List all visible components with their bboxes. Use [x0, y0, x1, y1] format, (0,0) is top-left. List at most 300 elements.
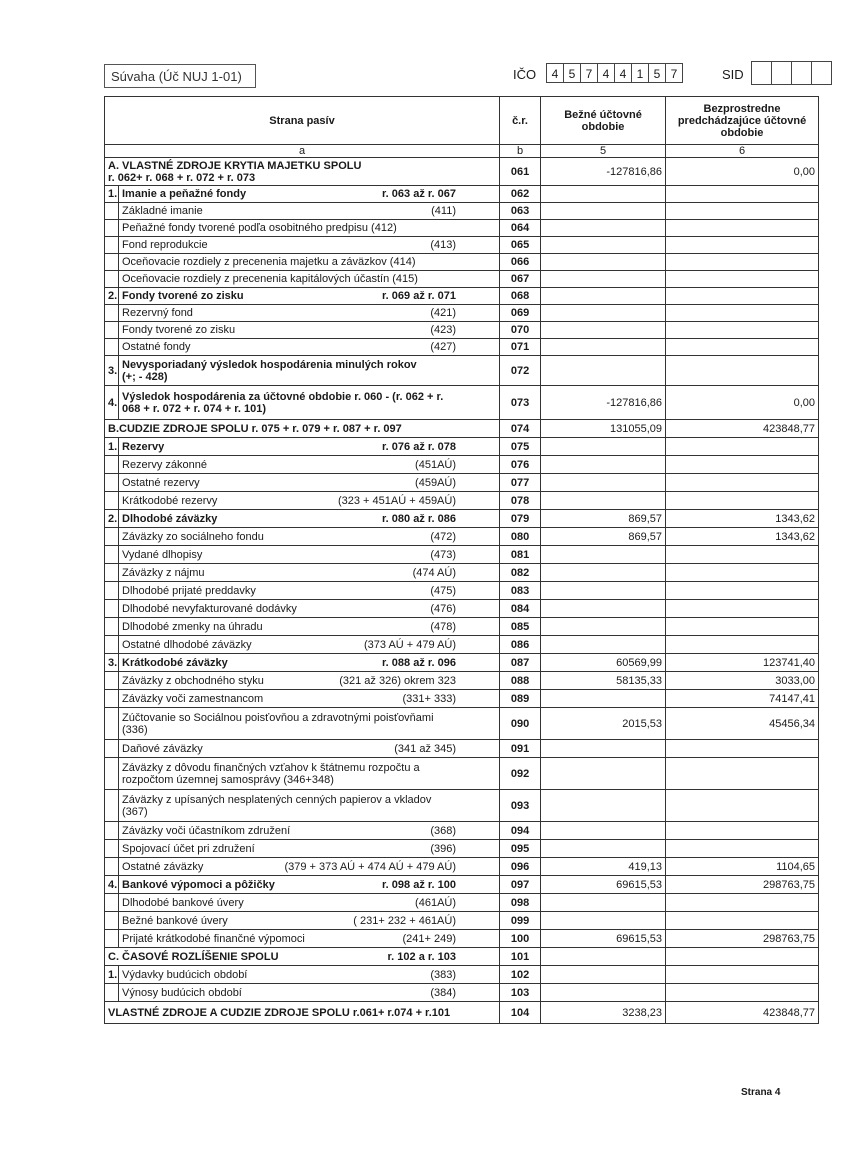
table-row	[105, 254, 819, 271]
row-index	[105, 254, 119, 271]
row-number: 085	[500, 618, 541, 636]
value-current: 58135,33	[541, 672, 666, 690]
value-previous: 45456,34	[666, 708, 819, 740]
value-previous	[666, 322, 819, 339]
row-label	[119, 654, 500, 672]
row-number: 075	[500, 438, 541, 456]
row-text: Bankové výpomoci a pôžičky	[122, 878, 275, 891]
value-current	[541, 438, 666, 456]
value-current	[541, 740, 666, 758]
row-account: (379 + 373 AÚ + 474 AÚ + 479 AÚ)	[284, 860, 457, 873]
value-current	[541, 322, 666, 339]
table-row	[105, 220, 819, 237]
table-row	[105, 546, 819, 564]
sid-box	[751, 61, 772, 85]
value-previous: 123741,40	[666, 654, 819, 672]
row-index	[105, 618, 119, 636]
row-number: 099	[500, 912, 541, 930]
row-index	[105, 564, 119, 582]
table-row	[105, 740, 819, 758]
row-label	[119, 456, 500, 474]
row-index	[105, 636, 119, 654]
row-account: (373 AÚ + 479 AÚ)	[363, 638, 457, 651]
row-number: 098	[500, 894, 541, 912]
row-account: (478)	[430, 620, 457, 633]
value-current	[541, 564, 666, 582]
row-index	[105, 822, 119, 840]
row-index	[105, 220, 119, 237]
row-number: 082	[500, 564, 541, 582]
row-number: 103	[500, 984, 541, 1002]
value-current	[541, 186, 666, 203]
row-text: Prijaté krátkodobé finančné výpomoci	[122, 932, 305, 945]
row-text: Daňové záväzky	[122, 742, 203, 755]
row-number: 091	[500, 740, 541, 758]
row-account: r. 102 a r. 103	[387, 950, 457, 963]
row-label	[119, 930, 500, 948]
table-row	[105, 984, 819, 1002]
table-row	[105, 158, 819, 186]
ico-label: IČO	[513, 67, 537, 82]
row-account: (427)	[430, 341, 457, 353]
row-text: Výdavky budúcich období	[122, 968, 248, 981]
table-row	[105, 237, 819, 254]
row-index	[105, 305, 119, 322]
row-label	[119, 894, 500, 912]
row-number: 062	[500, 186, 541, 203]
row-index	[105, 790, 119, 822]
row-index	[105, 492, 119, 510]
value-previous	[666, 356, 819, 386]
value-previous	[666, 254, 819, 271]
row-label	[119, 254, 500, 271]
row-account: r. 088 až r. 096	[382, 656, 457, 669]
row-label	[119, 708, 500, 740]
ico-digit: 1	[631, 63, 649, 83]
table-row	[105, 876, 819, 894]
row-account: (396)	[430, 842, 457, 855]
table-row	[105, 1002, 819, 1024]
value-previous	[666, 966, 819, 984]
value-current	[541, 271, 666, 288]
row-number: 073	[500, 386, 541, 420]
value-previous	[666, 582, 819, 600]
ico-digit: 7	[665, 63, 683, 83]
row-label	[119, 322, 500, 339]
row-index	[105, 528, 119, 546]
value-current	[541, 822, 666, 840]
value-current	[541, 492, 666, 510]
col-code-current: 5	[541, 145, 666, 158]
row-index	[105, 271, 119, 288]
value-current	[541, 618, 666, 636]
row-label	[105, 420, 500, 438]
row-account: (473)	[430, 548, 457, 561]
row-text: Záväzky zo sociálneho fondu	[122, 530, 264, 543]
value-current	[541, 546, 666, 564]
row-text: Záväzky voči zamestnancom	[122, 692, 264, 705]
row-text: Dlhodobé zmenky na úhradu	[122, 620, 263, 633]
value-current: -127816,86	[541, 386, 666, 420]
row-text: Fondy tvorené zo zisku	[122, 324, 236, 336]
row-label	[119, 386, 500, 420]
row-label	[119, 966, 500, 984]
row-text: Nevysporiadaný výsledok hospodárenia minulých rokov	[122, 358, 417, 371]
table-row	[105, 322, 819, 339]
row-label	[119, 758, 500, 790]
value-current	[541, 582, 666, 600]
row-text: Spojovací účet pri združení	[122, 842, 255, 855]
row-label	[119, 582, 500, 600]
row-text: Rezervy	[122, 440, 165, 453]
row-account: (423)	[430, 324, 457, 336]
row-account: (475)	[430, 584, 457, 597]
row-text: Oceňovacie rozdiely z precenenia majetku a záväzkov (414)	[122, 256, 416, 268]
row-number: 089	[500, 690, 541, 708]
row-account: (472)	[430, 530, 457, 543]
row-text-line2: (+; - 428)	[122, 370, 168, 383]
row-account: (474 AÚ)	[412, 566, 457, 579]
row-text: Záväzky z obchodného styku	[122, 674, 264, 687]
row-label	[119, 438, 500, 456]
row-text: Záväzky z upísaných nesplatených cenných papierov a vkladov	[122, 793, 432, 806]
table-row	[105, 672, 819, 690]
row-number: 066	[500, 254, 541, 271]
value-previous	[666, 203, 819, 220]
value-previous: 423848,77	[666, 420, 819, 438]
value-previous: 0,00	[666, 158, 819, 186]
value-previous: 74147,41	[666, 690, 819, 708]
value-current: -127816,86	[541, 158, 666, 186]
row-index	[105, 840, 119, 858]
table-row	[105, 912, 819, 930]
col-header-previous: Bezprostredne predchádzajúce účtovné obdobie	[666, 97, 819, 145]
row-text: VLASTNÉ ZDROJE A CUDZIE ZDROJE SPOLU r.061+ r.074 + r.101	[108, 1006, 451, 1019]
table-row	[105, 186, 819, 203]
row-label	[119, 203, 500, 220]
row-text-line2: (336)	[122, 723, 148, 736]
value-previous: 3033,00	[666, 672, 819, 690]
row-number: 064	[500, 220, 541, 237]
row-account: (451AÚ)	[415, 458, 457, 471]
row-text: Dlhodobé záväzky	[122, 512, 218, 525]
value-current: 869,57	[541, 528, 666, 546]
balance-sheet-table	[104, 96, 819, 1024]
row-index: 1.	[105, 438, 119, 456]
value-previous: 423848,77	[666, 1002, 819, 1024]
row-text: Oceňovacie rozdiely z precenenia kapitálových účastín (415)	[122, 273, 418, 285]
ico-digit: 5	[648, 63, 666, 83]
row-account: r. 076 až r. 078	[382, 440, 457, 453]
row-index	[105, 456, 119, 474]
value-previous	[666, 636, 819, 654]
value-current	[541, 254, 666, 271]
ico-digit: 4	[614, 63, 632, 83]
value-current	[541, 600, 666, 618]
row-number: 092	[500, 758, 541, 790]
row-number: 072	[500, 356, 541, 386]
value-previous: 1343,62	[666, 510, 819, 528]
row-number: 093	[500, 790, 541, 822]
row-number: 076	[500, 456, 541, 474]
row-account: r. 098 až r. 100	[382, 878, 457, 891]
table-row	[105, 528, 819, 546]
table-row	[105, 582, 819, 600]
ico-digit: 4	[597, 63, 615, 83]
row-text: Dlhodobé bankové úvery	[122, 896, 244, 909]
row-text: B.CUDZIE ZDROJE SPOLU r. 075 + r. 079 + r. 087 + r. 097	[108, 422, 402, 435]
row-text: Dlhodobé prijaté preddavky	[122, 584, 256, 597]
value-current	[541, 966, 666, 984]
col-header-side: Strana pasív	[105, 97, 500, 145]
row-number: 067	[500, 271, 541, 288]
row-label	[119, 305, 500, 322]
row-text: Výsledok hospodárenia za účtovné obdobie r. 060 - (r. 062 + r.	[122, 390, 444, 403]
row-account: (321 až 326) okrem 323	[339, 674, 457, 687]
row-number: 077	[500, 474, 541, 492]
value-current	[541, 288, 666, 305]
value-previous	[666, 288, 819, 305]
row-account: (421)	[430, 307, 457, 319]
row-index: 1.	[105, 966, 119, 984]
form-label: Súvaha (Úč NUJ 1-01)	[104, 64, 256, 88]
row-index: 2.	[105, 288, 119, 305]
row-number: 080	[500, 528, 541, 546]
row-text: C. ČASOVÉ ROZLÍŠENIE SPOLU	[108, 950, 279, 963]
table-row	[105, 474, 819, 492]
row-index	[105, 322, 119, 339]
value-current: 60569,99	[541, 654, 666, 672]
value-current	[541, 339, 666, 356]
row-number: 068	[500, 288, 541, 305]
sid-box	[791, 61, 812, 85]
value-current	[541, 474, 666, 492]
row-index: 1.	[105, 186, 119, 203]
row-label	[119, 822, 500, 840]
value-previous	[666, 237, 819, 254]
value-previous	[666, 740, 819, 758]
row-index	[105, 237, 119, 254]
table-row	[105, 948, 819, 966]
value-current: 3238,23	[541, 1002, 666, 1024]
value-previous	[666, 912, 819, 930]
value-previous	[666, 564, 819, 582]
sid-box	[811, 61, 832, 85]
row-text: A. VLASTNÉ ZDROJE KRYTIA MAJETKU SPOLU	[108, 159, 362, 172]
value-previous	[666, 822, 819, 840]
row-index	[105, 894, 119, 912]
table-row	[105, 930, 819, 948]
row-index	[105, 582, 119, 600]
row-index	[105, 203, 119, 220]
value-previous	[666, 790, 819, 822]
value-previous	[666, 271, 819, 288]
row-account: r. 080 až r. 086	[382, 512, 457, 525]
row-index: 4.	[105, 876, 119, 894]
value-previous	[666, 305, 819, 322]
row-account: (341 až 345)	[394, 742, 457, 755]
row-index	[105, 984, 119, 1002]
row-label	[119, 672, 500, 690]
table-row	[105, 510, 819, 528]
row-label	[119, 790, 500, 822]
row-index: 3.	[105, 356, 119, 386]
row-label	[119, 546, 500, 564]
row-number: 063	[500, 203, 541, 220]
row-text: Záväzky z nájmu	[122, 566, 205, 579]
row-label	[119, 858, 500, 876]
row-number: 088	[500, 672, 541, 690]
row-label	[119, 618, 500, 636]
col-header-current: Bežné účtovné obdobie	[541, 97, 666, 145]
table-row	[105, 894, 819, 912]
col-code-row: b	[500, 145, 541, 158]
row-label	[119, 636, 500, 654]
row-account: r. 063 až r. 067	[382, 188, 457, 200]
row-number: 081	[500, 546, 541, 564]
table-row	[105, 288, 819, 305]
value-current	[541, 237, 666, 254]
row-text-line2: (367)	[122, 805, 148, 818]
row-label	[119, 271, 500, 288]
row-number: 101	[500, 948, 541, 966]
table-row	[105, 618, 819, 636]
row-label	[119, 510, 500, 528]
col-code-side: a	[105, 145, 500, 158]
row-account: (331+ 333)	[402, 692, 457, 705]
value-previous: 0,00	[666, 386, 819, 420]
value-previous	[666, 984, 819, 1002]
row-number: 086	[500, 636, 541, 654]
value-previous	[666, 339, 819, 356]
row-number: 102	[500, 966, 541, 984]
row-text: Ostatné záväzky	[122, 860, 204, 873]
table-row	[105, 456, 819, 474]
row-number: 104	[500, 1002, 541, 1024]
row-text: Ostatné rezervy	[122, 476, 200, 489]
row-label	[105, 1002, 500, 1024]
row-index	[105, 339, 119, 356]
value-previous: 1104,65	[666, 858, 819, 876]
table-row	[105, 840, 819, 858]
row-index	[105, 858, 119, 876]
value-current	[541, 912, 666, 930]
row-index	[105, 474, 119, 492]
row-number: 095	[500, 840, 541, 858]
row-account: (384)	[430, 986, 457, 999]
table-row	[105, 822, 819, 840]
row-text: Dlhodobé nevyfakturované dodávky	[122, 602, 297, 615]
table-row	[105, 356, 819, 386]
value-previous	[666, 758, 819, 790]
row-index	[105, 930, 119, 948]
row-text: Fondy tvorené zo zisku	[122, 290, 244, 302]
ico-digits	[546, 63, 682, 83]
row-account: (459AÚ)	[415, 476, 457, 489]
value-current	[541, 894, 666, 912]
row-text: Vydané dlhopisy	[122, 548, 203, 561]
row-account: (476)	[430, 602, 457, 615]
table-row	[105, 339, 819, 356]
row-number: 061	[500, 158, 541, 186]
row-number: 097	[500, 876, 541, 894]
row-label	[119, 600, 500, 618]
row-text: Peňažné fondy tvorené podľa osobitného predpisu (412)	[122, 222, 397, 234]
row-index	[105, 740, 119, 758]
row-index: 4.	[105, 386, 119, 420]
value-previous	[666, 840, 819, 858]
row-label	[119, 492, 500, 510]
row-index	[105, 546, 119, 564]
sid-boxes	[751, 61, 831, 85]
value-previous	[666, 618, 819, 636]
row-number: 096	[500, 858, 541, 876]
row-text: Rezervný fond	[122, 307, 193, 319]
row-label	[119, 288, 500, 305]
row-index	[105, 708, 119, 740]
row-number: 094	[500, 822, 541, 840]
value-current: 419,13	[541, 858, 666, 876]
row-number: 100	[500, 930, 541, 948]
row-account: (411)	[431, 205, 457, 217]
value-previous	[666, 474, 819, 492]
row-number: 071	[500, 339, 541, 356]
row-account: (368)	[430, 824, 457, 837]
col-code-previous: 6	[666, 145, 819, 158]
row-label	[119, 474, 500, 492]
row-text: Ostatné fondy	[122, 341, 191, 353]
table-row	[105, 690, 819, 708]
row-label	[119, 564, 500, 582]
value-current	[541, 220, 666, 237]
table-row	[105, 203, 819, 220]
value-previous	[666, 600, 819, 618]
table-row	[105, 708, 819, 740]
value-previous	[666, 438, 819, 456]
row-index: 2.	[105, 510, 119, 528]
row-text-line2: r. 062+ r. 068 + r. 072 + r. 073	[108, 171, 256, 184]
ico-digit: 4	[546, 63, 564, 83]
col-header-row: č.r.	[500, 97, 541, 145]
row-label	[119, 339, 500, 356]
page-number: Strana 4	[741, 1087, 781, 1098]
value-current	[541, 758, 666, 790]
value-current: 69615,53	[541, 930, 666, 948]
ico-digit: 5	[563, 63, 581, 83]
row-number: 074	[500, 420, 541, 438]
row-index	[105, 912, 119, 930]
table-row	[105, 271, 819, 288]
value-current	[541, 356, 666, 386]
row-number: 070	[500, 322, 541, 339]
value-previous	[666, 456, 819, 474]
row-label	[119, 356, 500, 386]
row-text: Imanie a peňažné fondy	[122, 188, 247, 200]
value-current: 869,57	[541, 510, 666, 528]
table-row	[105, 636, 819, 654]
value-current: 2015,53	[541, 708, 666, 740]
row-label	[119, 912, 500, 930]
value-previous	[666, 894, 819, 912]
value-previous	[666, 546, 819, 564]
value-previous	[666, 220, 819, 237]
row-text: Základné imanie	[122, 205, 203, 217]
table-row	[105, 758, 819, 790]
row-label	[119, 840, 500, 858]
row-label	[119, 220, 500, 237]
row-label	[119, 984, 500, 1002]
row-text: Krátkodobé záväzky	[122, 656, 228, 669]
